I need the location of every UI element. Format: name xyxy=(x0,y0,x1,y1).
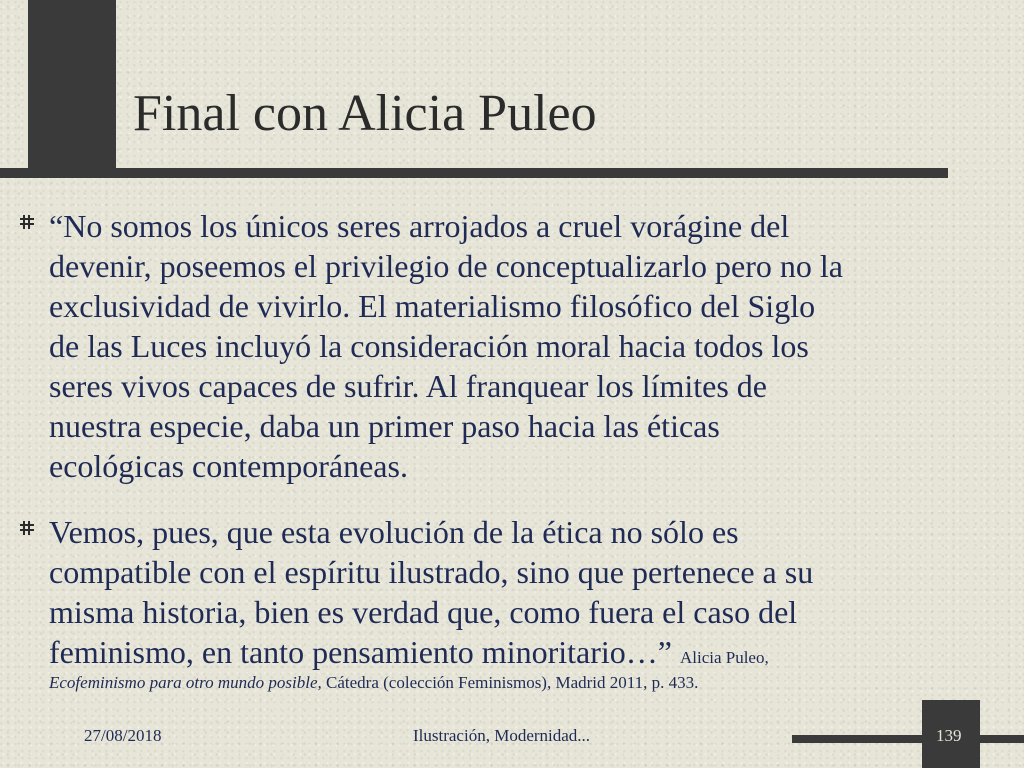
text-line: misma historia, bien es verdad que, como fuera el caso del xyxy=(49,594,798,630)
footer-title: Ilustración, Modernidad... xyxy=(413,726,591,745)
decorative-footer-bar xyxy=(792,735,1024,743)
text-line: ecológicas contemporáneas. xyxy=(49,448,408,484)
page-number: 139 xyxy=(936,726,962,745)
citation-book: Ecofeminismo para otro mundo posible, xyxy=(49,673,322,692)
text-line-with-citation xyxy=(49,632,1024,672)
hash-bullet-icon xyxy=(20,521,34,535)
text-line: seres vivos capaces de sufrir. Al franquear los límites de xyxy=(49,368,767,404)
citation-source xyxy=(49,672,1024,694)
citation-publisher: Cátedra (colección Feminismos), Madrid 2011, p. 433. xyxy=(326,673,699,692)
slide-content xyxy=(20,206,1024,694)
footer-date: 27/08/2018 xyxy=(84,726,162,745)
text-line: devenir, poseemos el privilegio de conceptualizarlo pero no la xyxy=(49,248,843,284)
slide-title: Final con Alicia Puleo xyxy=(133,85,597,142)
bullet-item-conclusion xyxy=(20,512,1024,694)
hash-bullet-icon xyxy=(20,215,34,229)
text-line: exclusividad de vivirlo. El materialismo filosófico del Siglo xyxy=(49,288,816,324)
decorative-vertical-bar xyxy=(28,0,116,178)
text-line: nuestra especie, daba un primer paso hacia las éticas xyxy=(49,408,720,444)
text-line: “No somos los únicos seres arrojados a cruel vorágine del xyxy=(49,208,790,244)
bullet-text xyxy=(49,512,1024,672)
decorative-horizontal-bar xyxy=(0,168,948,178)
text-line: feminismo, en tanto pensamiento minoritario…” xyxy=(49,634,672,670)
text-line: Vemos, pues, que esta evolución de la ética no sólo es xyxy=(49,514,739,550)
bullet-text xyxy=(49,206,1024,486)
bullet-item-quote xyxy=(20,206,1024,486)
citation-author: Alicia Puleo, xyxy=(679,648,769,667)
text-line: compatible con el espíritu ilustrado, sino que pertenece a su xyxy=(49,554,814,590)
text-line: de las Luces incluyó la consideración moral hacia todos los xyxy=(49,328,809,364)
